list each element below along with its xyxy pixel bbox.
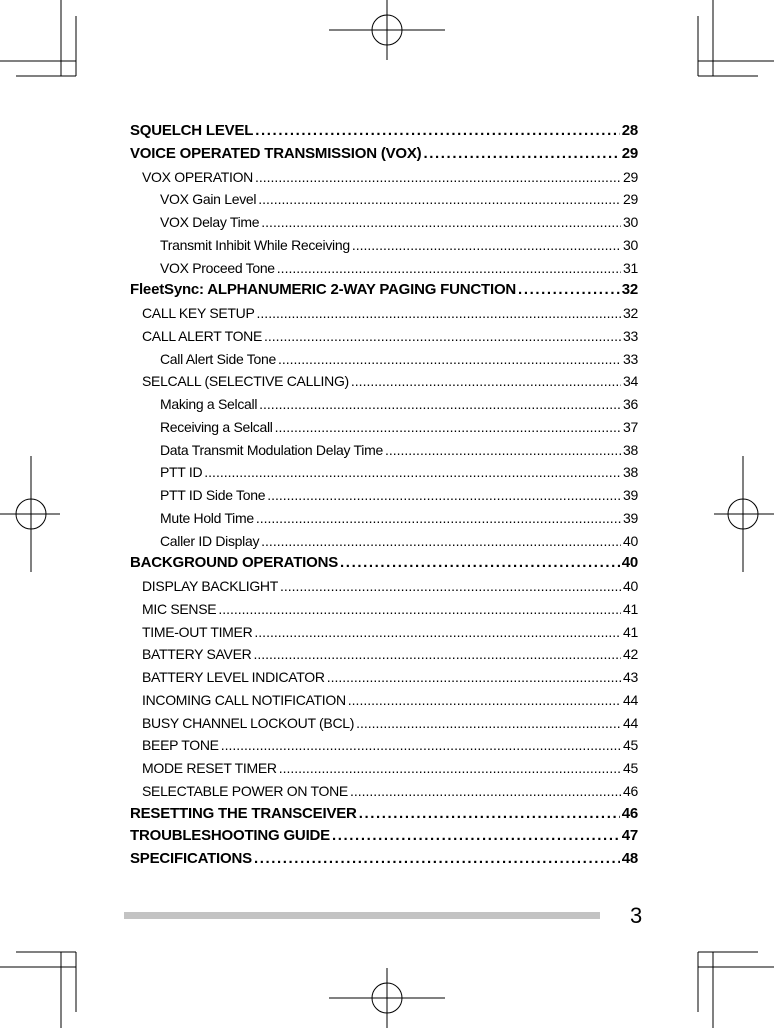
- toc-entry: [130, 393, 638, 416]
- dot-leader: [275, 416, 621, 439]
- toc-entry: [130, 348, 638, 371]
- toc-entry-page: 32: [623, 305, 638, 321]
- toc-entry-title: Call Alert Side Tone: [160, 350, 276, 367]
- toc-entry-page: 46: [623, 782, 638, 799]
- toc-entry: [130, 757, 638, 780]
- toc-entry-page: 39: [623, 509, 638, 526]
- toc-entry-title: SELCALL (SELECTIVE CALLING): [142, 373, 349, 390]
- dot-leader: [264, 325, 621, 348]
- table-of-contents: [130, 120, 638, 871]
- dot-leader: [518, 279, 620, 302]
- footer-bar: [124, 912, 600, 919]
- toc-entry-title: PTT ID Side Tone: [160, 487, 266, 503]
- toc-entry-page: 40: [621, 554, 638, 572]
- dot-leader: [423, 143, 619, 166]
- dot-leader: [204, 461, 621, 484]
- toc-entry-title: TROUBLESHOOTING GUIDE: [130, 827, 330, 845]
- toc-entry-title: Transmit Inhibit While Receiving: [160, 236, 350, 253]
- toc-entry-title: SPECIFICATIONS: [130, 850, 252, 867]
- dot-leader: [259, 393, 621, 416]
- dot-leader: [253, 643, 621, 666]
- toc-entry-page: 37: [623, 418, 638, 435]
- dot-leader: [280, 575, 621, 598]
- toc-entry-title: Caller ID Display: [160, 532, 260, 549]
- toc-entry-page: 47: [621, 827, 638, 845]
- toc-entry: [130, 325, 638, 348]
- toc-entry-title: BATTERY SAVER: [142, 646, 252, 663]
- dot-leader: [221, 734, 621, 757]
- dot-leader: [255, 166, 621, 189]
- toc-entry-page: 48: [621, 850, 638, 867]
- dot-leader: [352, 234, 621, 257]
- toc-entry-title: CALL ALERT TONE: [142, 327, 263, 344]
- toc-entry-page: 41: [623, 600, 638, 617]
- toc-entry: [130, 848, 638, 871]
- toc-entry-title: MIC SENSE: [142, 600, 217, 617]
- dot-leader: [277, 257, 621, 280]
- dot-leader: [254, 848, 620, 871]
- toc-entry: [130, 143, 638, 166]
- toc-entry: [130, 780, 638, 803]
- toc-entry: [130, 120, 638, 143]
- toc-entry: [130, 712, 638, 735]
- toc-entry: [130, 166, 638, 189]
- toc-entry-title: INCOMING CALL NOTIFICATION: [142, 691, 346, 708]
- toc-entry-page: 30: [623, 214, 638, 230]
- toc-entry-page: 41: [623, 623, 638, 640]
- toc-entry-title: Receiving a Selcall: [160, 418, 273, 435]
- toc-entry-page: 31: [623, 259, 638, 276]
- page-number: 3: [630, 903, 643, 928]
- dot-leader: [351, 370, 621, 393]
- dot-leader: [279, 757, 621, 780]
- toc-entry-title: FleetSync: ALPHANUMERIC 2-WAY PAGING FUNCTION: [130, 281, 517, 299]
- toc-entry-page: 39: [623, 487, 638, 503]
- toc-entry: [130, 188, 638, 211]
- dot-leader: [261, 530, 621, 553]
- toc-entry-page: 28: [621, 122, 638, 139]
- toc-entry: [130, 825, 638, 848]
- toc-entry-title: SELECTABLE POWER ON TONE: [142, 782, 348, 799]
- toc-entry: [130, 416, 638, 439]
- dot-leader: [327, 666, 621, 689]
- toc-entry-page: 45: [623, 737, 638, 754]
- toc-entry-title: VOX Gain Level: [160, 191, 257, 208]
- toc-entry-title: SQUELCH LEVEL: [130, 122, 254, 139]
- dot-leader: [350, 780, 621, 803]
- toc-entry-title: BEEP TONE: [142, 737, 219, 754]
- dot-leader: [267, 484, 621, 507]
- toc-entry: [130, 234, 638, 257]
- toc-entry-page: 34: [623, 373, 638, 390]
- toc-entry-page: 45: [623, 760, 638, 776]
- toc-entry: [130, 484, 638, 507]
- toc-entry-page: 32: [621, 281, 638, 299]
- toc-entry-page: 29: [621, 144, 638, 162]
- dot-leader: [258, 188, 621, 211]
- toc-entry-page: 36: [623, 396, 638, 412]
- dot-leader: [340, 552, 620, 575]
- toc-entry: [130, 507, 638, 530]
- dot-leader: [278, 348, 621, 371]
- toc-entry-title: VOX Delay Time: [160, 214, 260, 230]
- toc-entry-title: DISPLAY BACKLIGHT: [142, 578, 278, 594]
- toc-entry-title: Data Transmit Modulation Delay Time: [160, 441, 383, 458]
- toc-entry-title: MODE RESET TIMER: [142, 760, 277, 776]
- toc-entry-title: BUSY CHANNEL LOCKOUT (BCL): [142, 714, 355, 731]
- toc-entry: [130, 257, 638, 280]
- toc-entry: [130, 643, 638, 666]
- dot-leader: [359, 803, 620, 826]
- toc-entry-page: 43: [623, 669, 638, 685]
- toc-entry-page: 42: [623, 646, 638, 663]
- toc-entry-page: 40: [623, 578, 638, 594]
- toc-entry: [130, 370, 638, 393]
- toc-entry-page: 38: [623, 441, 638, 458]
- toc-entry-title: Mute Hold Time: [160, 509, 254, 526]
- toc-entry: [130, 439, 638, 462]
- toc-entry-title: TIME-OUT TIMER: [142, 623, 253, 640]
- toc-entry-title: BACKGROUND OPERATIONS: [130, 554, 339, 572]
- toc-entry: [130, 666, 638, 689]
- toc-entry-page: 33: [623, 327, 638, 344]
- toc-entry-page: 29: [623, 191, 638, 208]
- toc-entry-page: 33: [623, 350, 638, 367]
- dot-leader: [332, 825, 620, 848]
- toc-entry-title: Making a Selcall: [160, 396, 258, 412]
- toc-entry-page: 44: [623, 691, 638, 708]
- toc-entry: [130, 575, 638, 598]
- dot-leader: [385, 439, 621, 462]
- toc-entry: [130, 552, 638, 575]
- dot-leader: [356, 712, 621, 735]
- dot-leader: [348, 689, 621, 712]
- toc-entry-page: 46: [621, 804, 638, 822]
- toc-entry-title: RESETTING THE TRANSCEIVER: [130, 804, 357, 822]
- toc-entry-title: VOX Proceed Tone: [160, 259, 275, 276]
- toc-entry-page: 38: [623, 464, 638, 481]
- toc-entry: [130, 598, 638, 621]
- toc-entry: [130, 211, 638, 234]
- dot-leader: [255, 120, 619, 143]
- dot-leader: [254, 621, 621, 644]
- toc-entry: [130, 530, 638, 553]
- toc-entry: [130, 803, 638, 826]
- toc-entry-page: 29: [623, 168, 638, 185]
- toc-entry-title: CALL KEY SETUP: [142, 305, 255, 321]
- dot-leader: [261, 211, 621, 234]
- toc-entry-page: 44: [623, 714, 638, 731]
- toc-entry-title: VOX OPERATION: [142, 168, 253, 185]
- toc-entry-title: VOICE OPERATED TRANSMISSION (VOX): [130, 144, 422, 162]
- toc-entry: [130, 689, 638, 712]
- toc-entry-title: PTT ID: [160, 464, 203, 481]
- toc-entry: [130, 302, 638, 325]
- dot-leader: [256, 507, 621, 530]
- toc-entry: [130, 734, 638, 757]
- toc-entry: [130, 461, 638, 484]
- toc-entry: [130, 279, 638, 302]
- toc-entry-page: 40: [623, 532, 638, 549]
- dot-leader: [218, 598, 621, 621]
- toc-entry-title: BATTERY LEVEL INDICATOR: [142, 669, 325, 685]
- toc-entry-page: 30: [623, 236, 638, 253]
- toc-entry: [130, 621, 638, 644]
- dot-leader: [257, 302, 621, 325]
